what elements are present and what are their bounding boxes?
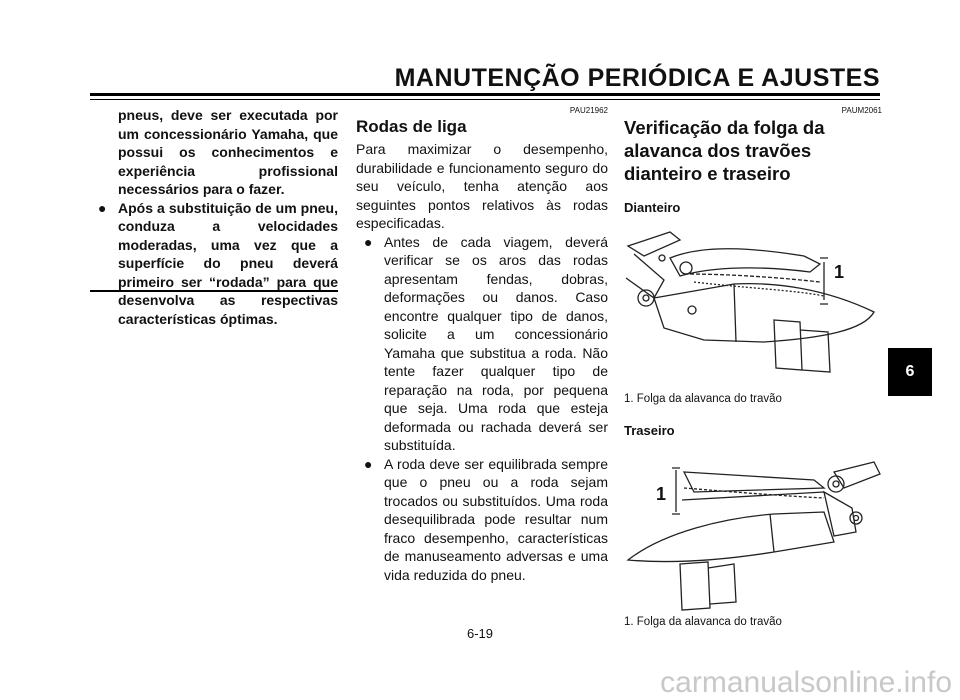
page-header-title: MANUTENÇÃO PERIÓDICA E AJUSTES bbox=[394, 64, 880, 92]
chapter-tab: 6 bbox=[888, 348, 932, 396]
page-number: 6-19 bbox=[466, 626, 494, 641]
front-brake-lever-illustration bbox=[624, 218, 882, 384]
column-2 bbox=[356, 106, 608, 584]
wheels-intro: Para maximizar o desempenho, durabilidade e funcionamento seguro do seu veículo, tenha atenção aos seguintes pontos relativos às rodas especificadas. bbox=[356, 141, 608, 231]
front-brake-label: Dianteiro bbox=[624, 200, 681, 215]
rear-brake-label: Traseiro bbox=[624, 423, 675, 438]
bullet-icon: ● bbox=[98, 199, 107, 216]
rear-callout-1: 1 bbox=[656, 484, 667, 504]
rear-brake-lever-illustration bbox=[624, 452, 882, 618]
wheels-bullet-text: A roda deve ser equilibrada sempre que o pneu ou a roda sejam trocados ou substituídos. Uma roda desequilibrada pode resultar num fraco desempenho, características de manuseamento adversas e uma vida reduzida do pneu. bbox=[384, 455, 608, 583]
header-rule-thin bbox=[90, 99, 880, 100]
section-end-rule bbox=[90, 290, 338, 292]
tyre-bullet-item bbox=[90, 199, 338, 329]
section-code: PAUM2061 bbox=[841, 106, 882, 115]
header-rule bbox=[90, 93, 880, 96]
watermark: carmanualsonline.info bbox=[660, 666, 952, 699]
wheels-bullet-item bbox=[356, 455, 608, 585]
rear-figure-caption: 1. Folga da alavanca do travão bbox=[624, 615, 782, 628]
wheels-bullet-item bbox=[356, 233, 608, 455]
bullet-icon: ● bbox=[364, 233, 373, 250]
section-heading-wheels: Rodas de liga bbox=[356, 117, 467, 136]
front-callout-1: 1 bbox=[834, 262, 845, 282]
wheels-bullet-text: Antes de cada viagem, deverá verificar se os aros das rodas apresentam fendas, dobras, deformações ou danos. Caso encontre qualquer tipo de danos, solicite a um concessionário Yamaha que substitua a roda. Não tente fazer qualquer tipo de reparação na roda, por pequena que seja. Uma roda que esteja deformada ou rachada deverá ser substituída. bbox=[384, 233, 608, 453]
front-figure-caption: 1. Folga da alavanca do travão bbox=[624, 392, 782, 405]
tyre-continued-paragraph: pneus, deve ser executada por um concessionário Yamaha, que possui os conhecimentos e experiência profissional necessários para o fazer. bbox=[118, 107, 338, 197]
column-1 bbox=[90, 106, 338, 328]
tyre-bullet-text: Após a substituição de um pneu, conduza a velocidades moderadas, uma vez que a superfície do pneu deverá primeiro ser “rodada” para que desenvolva as respectivas características óptimas. bbox=[118, 199, 338, 327]
section-code: PAU21962 bbox=[569, 106, 608, 115]
section-heading-brake-levers: Verificação da folga da alavanca dos travões dianteiro e traseiro bbox=[624, 117, 825, 184]
bullet-icon: ● bbox=[364, 455, 373, 472]
